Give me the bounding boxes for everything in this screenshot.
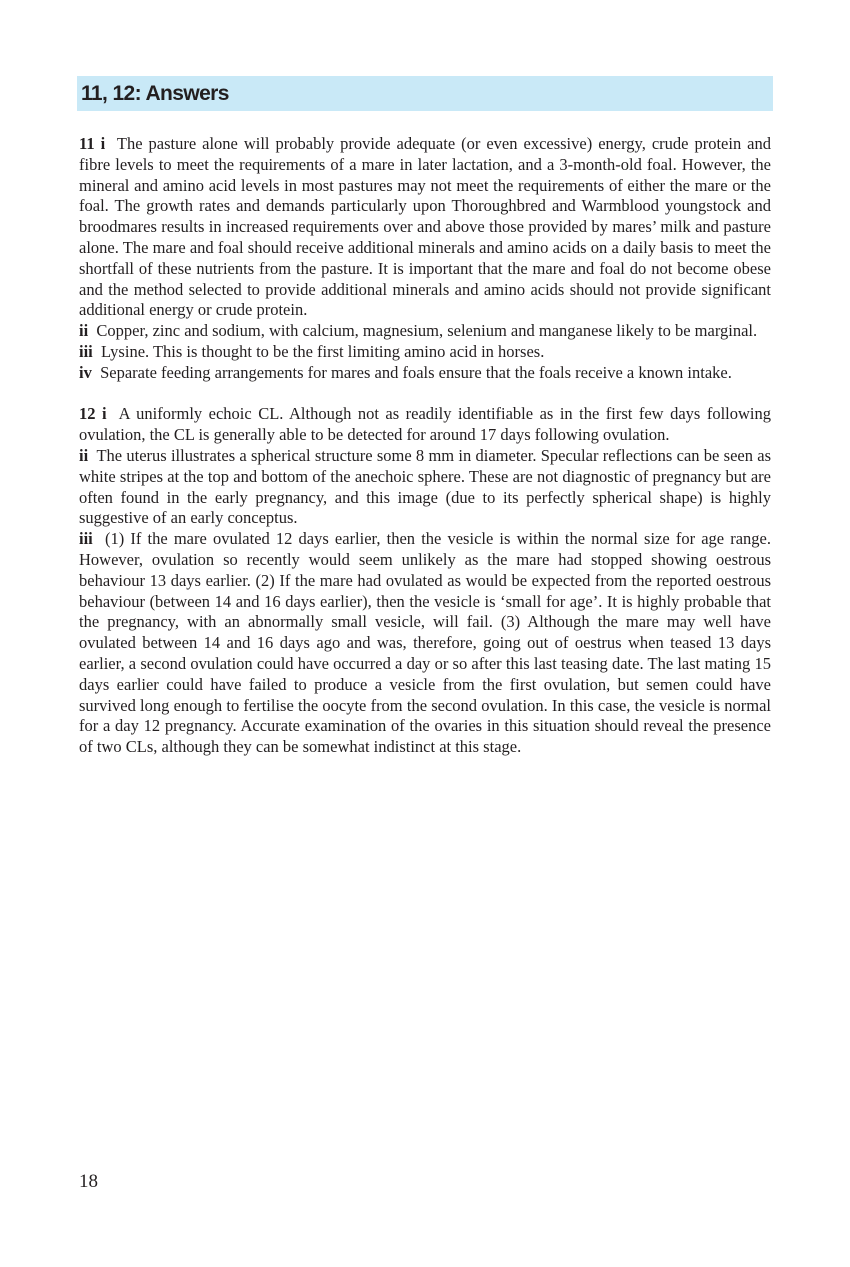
answer-text: Copper, zinc and sodium, with calcium, magnesium, selenium and manganese likely to be marginal.	[96, 321, 758, 341]
answer-label: iii	[79, 341, 93, 361]
page-number: 18	[79, 1171, 98, 1192]
answer-label: ii	[79, 321, 89, 341]
answer-label: 12 i	[79, 404, 107, 424]
answer-label: iv	[79, 362, 92, 382]
answer-12-iii	[79, 529, 771, 758]
answer-text: The pasture alone will probably provide adequate (or even excessive) energy, crude protein and fibre levels to meet the requirements of a mare in later lactation, and a 3-month-old foal. However, the mineral and amino acid levels in most pastures may not meet the requirements of either the mare or the foal. The growth rates and demands particularly upon Thoroughbred and Warmblood youngstock and broodmares results in increased requirements over and above those provided by mares’ milk and pasture alone. The mare and foal should receive additional minerals and amino acids on a daily basis to meet the shortfall of these nutrients from the pasture. It is important that the mare and foal do not become obese and the method selected to provide additional minerals and amino acids should not provide significant additional energy or crude protein.	[79, 134, 772, 320]
answer-text: Separate feeding arrangements for mares and foals ensure that the foals receive a known intake.	[100, 362, 732, 382]
section-title: 11, 12: Answers	[81, 82, 229, 105]
answer-text: Lysine. This is thought to be the first limiting amino acid in horses.	[101, 341, 545, 361]
answer-11-iii	[79, 342, 771, 363]
answer-11-iv	[79, 363, 771, 384]
answer-text: (1) If the mare ovulated 12 days earlier, then the vesicle is within the normal size for age range. However, ovulation so recently would seem unlikely as the mare had stopped showing oestrous behaviour 13 days earlier. (2) If the mare had ovulated as would be expected from the reported oestrous behaviour (between 14 and 16 days earlier), then the vesicle is ‘small for age’. It is highly probable that the pregnancy, with an abnormally small vesicle, will fail. (3) Although the mare may well have ovulated between 14 and 16 days ago and was, therefore, going out of oestrus when teased 13 days earlier, a second ovulation could have occurred a day or so after this last teasing date. The last mating 15 days earlier could have failed to produce a vesicle from the first ovulation, but semen could have survived long enough to fertilise the oocyte from the second ovulation. In this case, the vesicle is normal for a day 12 pregnancy. Accurate examination of the ovaries in this situation should reveal the presence of two CLs, although they can be somewhat indistinct at this stage.	[79, 529, 772, 757]
answer-text: The uterus illustrates a spherical structure some 8 mm in diameter. Specular reflections can be seen as white stripes at the top and bottom of the anechoic sphere. These are not diagnostic of pregnancy but are often found in the early pregnancy, and this image (due to its perfectly spherical shape) is highly suggestive of an early conceptus.	[79, 445, 771, 528]
answer-12-i	[79, 404, 771, 446]
section-header-bar	[77, 76, 773, 111]
paragraph-gap	[79, 384, 771, 405]
answer-11-i	[79, 134, 771, 321]
answer-12-ii	[79, 446, 771, 529]
answer-11-ii	[79, 321, 771, 342]
answers-body	[79, 134, 771, 758]
answer-label: 11 i	[79, 134, 106, 153]
answer-label: iii	[79, 529, 93, 549]
answer-label: ii	[79, 445, 89, 465]
answer-text: A uniformly echoic CL. Although not as readily identifiable as in the first few days following ovulation, the CL is generally able to be detected for around 17 days following ovulation.	[79, 404, 771, 445]
